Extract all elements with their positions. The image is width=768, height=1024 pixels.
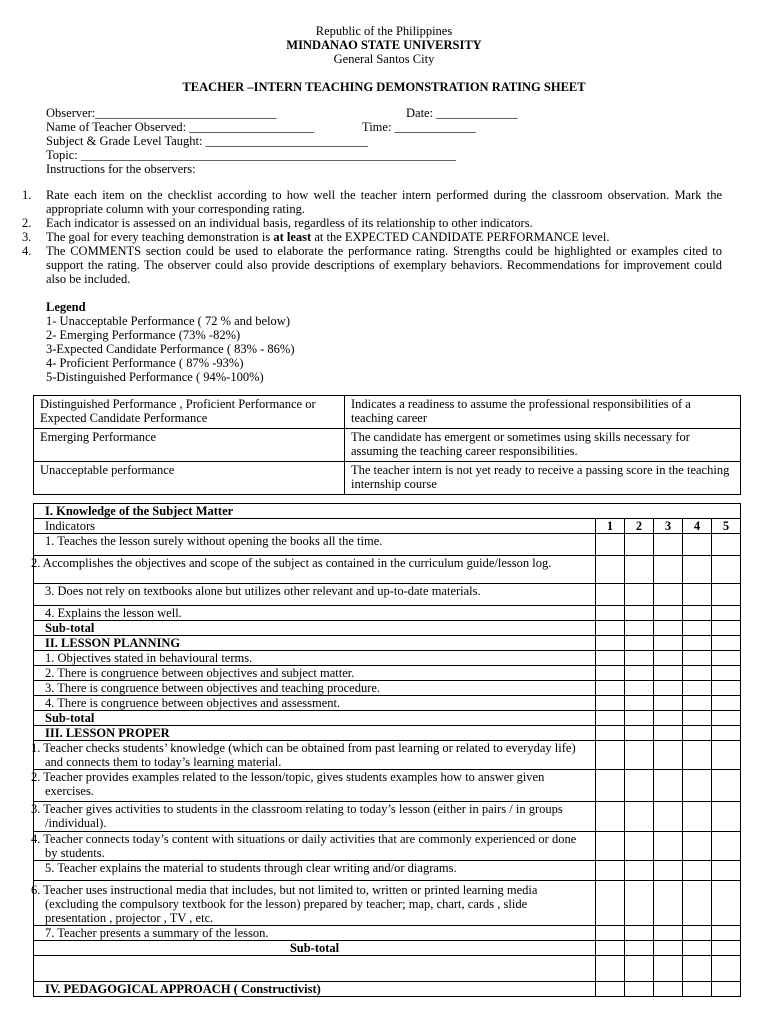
rating-cell[interactable] bbox=[625, 741, 654, 770]
table-row bbox=[34, 584, 741, 606]
rating-cell[interactable] bbox=[596, 556, 625, 584]
rating-cell[interactable] bbox=[654, 696, 683, 711]
legend-item: 2- Emerging Performance (73% -82%) bbox=[46, 328, 241, 342]
table-row bbox=[34, 636, 741, 651]
rating-cell[interactable] bbox=[683, 832, 712, 861]
instruction-item: 4. The COMMENTS section could be used to elaborate the performance rating. Strengths could be highlighted or examples cited to support the rating. The observer could also provide descriptions of exemplary behaviors. Recommendations for improvement could also be included. bbox=[22, 244, 722, 286]
legend-item: 5-Distinguished Performance ( 94%-100%) bbox=[46, 370, 264, 384]
table-row bbox=[34, 941, 741, 956]
table-row bbox=[34, 504, 741, 519]
rating-cell[interactable] bbox=[625, 584, 654, 606]
indicator-text: 1. Teacher checks students’ knowledge (which can be obtained from past learning or related to everyday life) and connects them to today’s learning material. bbox=[34, 741, 596, 770]
table-row bbox=[34, 651, 741, 666]
rating-cell[interactable] bbox=[683, 802, 712, 832]
blank-cell[interactable] bbox=[34, 956, 596, 982]
rating-cell[interactable] bbox=[654, 861, 683, 881]
performance-description-cell: The candidate has emergent or sometimes using skills necessary for assuming the teaching career responsibilities. bbox=[345, 429, 741, 462]
rating-cell[interactable] bbox=[596, 770, 625, 802]
rating-cell[interactable] bbox=[712, 741, 741, 770]
table-row bbox=[34, 396, 741, 429]
subtotal-cell[interactable] bbox=[625, 711, 654, 726]
instructions-label: Instructions for the observers: bbox=[46, 162, 196, 176]
table-row bbox=[34, 606, 741, 621]
legend-item: 3-Expected Candidate Performance ( 83% - 86%) bbox=[46, 342, 295, 356]
date-field[interactable]: Date: _____________ bbox=[406, 106, 518, 120]
table-row bbox=[34, 621, 741, 636]
scale-header: 3 bbox=[654, 519, 683, 534]
rating-cell[interactable] bbox=[683, 651, 712, 666]
indicator-text: 3. Does not rely on textbooks alone but utilizes other relevant and up-to-date materials. bbox=[34, 584, 596, 606]
rating-cell[interactable] bbox=[712, 606, 741, 621]
instruction-item: 1. Rate each item on the checklist according to how well the teacher intern performed during the classroom observation. Mark the appropriate column with your corresponding rating. bbox=[22, 188, 722, 216]
scale-header: 4 bbox=[683, 519, 712, 534]
rating-cell[interactable] bbox=[683, 606, 712, 621]
subtotal-cell[interactable] bbox=[712, 711, 741, 726]
teacher-name-field[interactable]: Name of Teacher Observed: ____________________ bbox=[46, 120, 315, 134]
rating-cell[interactable] bbox=[625, 534, 654, 556]
subtotal-cell[interactable] bbox=[683, 621, 712, 636]
table-row bbox=[34, 556, 741, 584]
rating-cell[interactable] bbox=[596, 802, 625, 832]
city-line: General Santos City bbox=[333, 52, 435, 66]
performance-level-cell: Distinguished Performance , Proficient Performance or Expected Candidate Performance bbox=[34, 396, 345, 429]
legend bbox=[46, 300, 768, 384]
instructions-list bbox=[22, 188, 722, 286]
subtotal-cell[interactable] bbox=[712, 941, 741, 956]
rating-cell[interactable] bbox=[654, 556, 683, 584]
subtotal-cell[interactable] bbox=[596, 941, 625, 956]
indicator-text: 4. Teacher connects today’s content with situations or daily activities that are commonly experienced or done by students. bbox=[34, 832, 596, 861]
rating-cell[interactable] bbox=[625, 696, 654, 711]
table-row bbox=[34, 741, 741, 770]
performance-level-cell: Emerging Performance bbox=[34, 429, 345, 462]
indicator-text: 6. Teacher uses instructional media that includes, but not limited to, written or printed learning media (excluding the compulsory textbook for the lesson) prepared by teacher; map, chart, cards , slide presentation , projector , TV , etc. bbox=[34, 881, 596, 926]
performance-description-cell: The teacher intern is not yet ready to receive a passing score in the teaching internship course bbox=[345, 462, 741, 495]
section-title: II. LESSON PLANNING bbox=[34, 636, 596, 651]
rating-cell[interactable] bbox=[683, 666, 712, 681]
rating-cell[interactable] bbox=[712, 534, 741, 556]
page-title: TEACHER –INTERN TEACHING DEMONSTRATION RATING SHEET bbox=[182, 80, 586, 94]
legend-item: 4- Proficient Performance ( 87% -93%) bbox=[46, 356, 244, 370]
subtotal-label: Sub-total bbox=[34, 711, 596, 726]
rating-cell[interactable] bbox=[625, 681, 654, 696]
rating-cell[interactable] bbox=[654, 881, 683, 926]
rating-cell[interactable] bbox=[596, 861, 625, 881]
rating-cell[interactable] bbox=[654, 926, 683, 941]
subtotal-cell[interactable] bbox=[625, 941, 654, 956]
rating-cell[interactable] bbox=[596, 534, 625, 556]
rating-cell[interactable] bbox=[625, 606, 654, 621]
table-row bbox=[34, 956, 741, 982]
table-row bbox=[34, 519, 741, 534]
table-row bbox=[34, 802, 741, 832]
rating-table bbox=[33, 503, 741, 997]
document-header bbox=[0, 0, 768, 66]
rating-cell[interactable] bbox=[712, 666, 741, 681]
indicator-text: 3. Teacher gives activities to students in the classroom relating to today’s lesson (either in pairs / in groups /individual). bbox=[34, 802, 596, 832]
rating-cell[interactable] bbox=[596, 584, 625, 606]
rating-cell[interactable] bbox=[712, 832, 741, 861]
section-title: I. Knowledge of the Subject Matter bbox=[34, 504, 741, 519]
subject-grade-field[interactable]: Subject & Grade Level Taught: __________________________ bbox=[46, 134, 369, 148]
rating-cell[interactable] bbox=[625, 881, 654, 926]
legend-heading: Legend bbox=[46, 300, 86, 314]
rating-cell[interactable] bbox=[596, 832, 625, 861]
rating-cell[interactable] bbox=[625, 802, 654, 832]
rating-cell[interactable] bbox=[683, 741, 712, 770]
scale-header: 5 bbox=[712, 519, 741, 534]
topic-field[interactable]: Topic: ____________________________________________________________ bbox=[46, 148, 456, 162]
subtotal-cell[interactable] bbox=[654, 941, 683, 956]
subtotal-label: Sub-total bbox=[34, 621, 596, 636]
indicator-text: 1. Teaches the lesson surely without opening the books all the time. bbox=[34, 534, 596, 556]
rating-cell[interactable] bbox=[712, 861, 741, 881]
rating-cell[interactable] bbox=[625, 861, 654, 881]
table-row bbox=[34, 881, 741, 926]
rating-cell[interactable] bbox=[654, 802, 683, 832]
section-title: IV. PEDAGOGICAL APPROACH ( Constructivist) bbox=[34, 982, 596, 997]
rating-cell[interactable] bbox=[683, 534, 712, 556]
rating-cell[interactable] bbox=[683, 556, 712, 584]
observer-fields bbox=[46, 106, 768, 176]
rating-cell[interactable] bbox=[712, 651, 741, 666]
rating-cell[interactable] bbox=[654, 666, 683, 681]
rating-cell[interactable] bbox=[712, 770, 741, 802]
indicator-text: 7. Teacher presents a summary of the lesson. bbox=[34, 926, 596, 941]
rating-cell[interactable] bbox=[712, 584, 741, 606]
rating-cell[interactable] bbox=[654, 606, 683, 621]
subtotal-cell[interactable] bbox=[683, 711, 712, 726]
rating-cell[interactable] bbox=[712, 696, 741, 711]
time-field[interactable]: Time: _____________ bbox=[362, 120, 476, 134]
table-row bbox=[34, 832, 741, 861]
rating-cell[interactable] bbox=[596, 666, 625, 681]
table-row bbox=[34, 666, 741, 681]
table-row bbox=[34, 926, 741, 941]
rating-cell[interactable] bbox=[683, 861, 712, 881]
table-row bbox=[34, 429, 741, 462]
rating-cell[interactable] bbox=[625, 651, 654, 666]
instruction-item: 2. Each indicator is assessed on an individual basis, regardless of its relationship to other indicators. bbox=[22, 216, 533, 230]
indicators-header: Indicators bbox=[34, 519, 596, 534]
rating-cell[interactable] bbox=[683, 696, 712, 711]
rating-cell[interactable] bbox=[654, 770, 683, 802]
rating-cell[interactable] bbox=[596, 651, 625, 666]
indicator-text: 2. Teacher provides examples related to the lesson/topic, gives students examples how to answer given exercises. bbox=[34, 770, 596, 802]
section-title: III. LESSON PROPER bbox=[34, 726, 596, 741]
subtotal-cell[interactable] bbox=[712, 621, 741, 636]
rating-cell[interactable] bbox=[712, 556, 741, 584]
scale-header: 1 bbox=[596, 519, 625, 534]
performance-level-table bbox=[33, 395, 741, 495]
republic-line: Republic of the Philippines bbox=[315, 24, 453, 38]
rating-cell[interactable] bbox=[712, 881, 741, 926]
rating-cell[interactable] bbox=[654, 584, 683, 606]
subtotal-cell[interactable] bbox=[683, 941, 712, 956]
table-row bbox=[34, 770, 741, 802]
rating-cell[interactable] bbox=[683, 926, 712, 941]
rating-cell[interactable] bbox=[596, 606, 625, 621]
rating-cell[interactable] bbox=[654, 681, 683, 696]
scale-header: 2 bbox=[625, 519, 654, 534]
table-row bbox=[34, 726, 741, 741]
indicator-text: 4. Explains the lesson well. bbox=[34, 606, 596, 621]
instruction-item: 3. The goal for every teaching demonstration is at least at the EXPECTED CANDIDATE PERFORMANCE level. bbox=[22, 230, 610, 244]
rating-cell[interactable] bbox=[683, 770, 712, 802]
indicator-text: 3. There is congruence between objectives and teaching procedure. bbox=[34, 681, 596, 696]
subtotal-cell[interactable] bbox=[654, 621, 683, 636]
rating-cell[interactable] bbox=[596, 881, 625, 926]
rating-cell[interactable] bbox=[683, 881, 712, 926]
rating-cell[interactable] bbox=[625, 926, 654, 941]
indicator-text: 1. Objectives stated in behavioural terms. bbox=[34, 651, 596, 666]
rating-cell[interactable] bbox=[712, 926, 741, 941]
subtotal-cell[interactable] bbox=[625, 621, 654, 636]
rating-cell[interactable] bbox=[596, 926, 625, 941]
subtotal-cell[interactable] bbox=[654, 711, 683, 726]
rating-cell[interactable] bbox=[596, 681, 625, 696]
legend-item: 1- Unacceptable Performance ( 72 % and below) bbox=[46, 314, 290, 328]
rating-cell[interactable] bbox=[654, 832, 683, 861]
performance-description-cell: Indicates a readiness to assume the professional responsibilities of a teaching career bbox=[345, 396, 741, 429]
rating-cell[interactable] bbox=[625, 666, 654, 681]
rating-cell[interactable] bbox=[712, 802, 741, 832]
indicator-text: 5. Teacher explains the material to students through clear writing and/or diagrams. bbox=[34, 861, 596, 881]
table-row bbox=[34, 681, 741, 696]
indicator-text: 2. There is congruence between objectives and subject matter. bbox=[34, 666, 596, 681]
indicator-text: 4. There is congruence between objectives and assessment. bbox=[34, 696, 596, 711]
table-row bbox=[34, 462, 741, 495]
table-row bbox=[34, 696, 741, 711]
subtotal-cell[interactable] bbox=[596, 711, 625, 726]
rating-cell[interactable] bbox=[654, 651, 683, 666]
rating-cell[interactable] bbox=[596, 696, 625, 711]
indicator-text: 2. Accomplishes the objectives and scope of the subject as contained in the curriculum guide/lesson log. bbox=[34, 556, 596, 584]
rating-cell[interactable] bbox=[654, 534, 683, 556]
table-row bbox=[34, 861, 741, 881]
table-row bbox=[34, 982, 741, 997]
observer-field[interactable]: Observer:_____________________________ bbox=[46, 106, 277, 120]
rating-cell[interactable] bbox=[712, 681, 741, 696]
rating-cell[interactable] bbox=[596, 741, 625, 770]
table-row bbox=[34, 534, 741, 556]
rating-cell[interactable] bbox=[625, 832, 654, 861]
rating-cell[interactable] bbox=[683, 584, 712, 606]
rating-cell[interactable] bbox=[625, 770, 654, 802]
subtotal-cell[interactable] bbox=[596, 621, 625, 636]
subtotal-label: Sub-total bbox=[34, 941, 596, 956]
table-row bbox=[34, 711, 741, 726]
rating-cell[interactable] bbox=[683, 681, 712, 696]
performance-level-cell: Unacceptable performance bbox=[34, 462, 345, 495]
rating-cell[interactable] bbox=[625, 556, 654, 584]
university-name: MINDANAO STATE UNIVERSITY bbox=[286, 38, 482, 52]
rating-cell[interactable] bbox=[654, 741, 683, 770]
